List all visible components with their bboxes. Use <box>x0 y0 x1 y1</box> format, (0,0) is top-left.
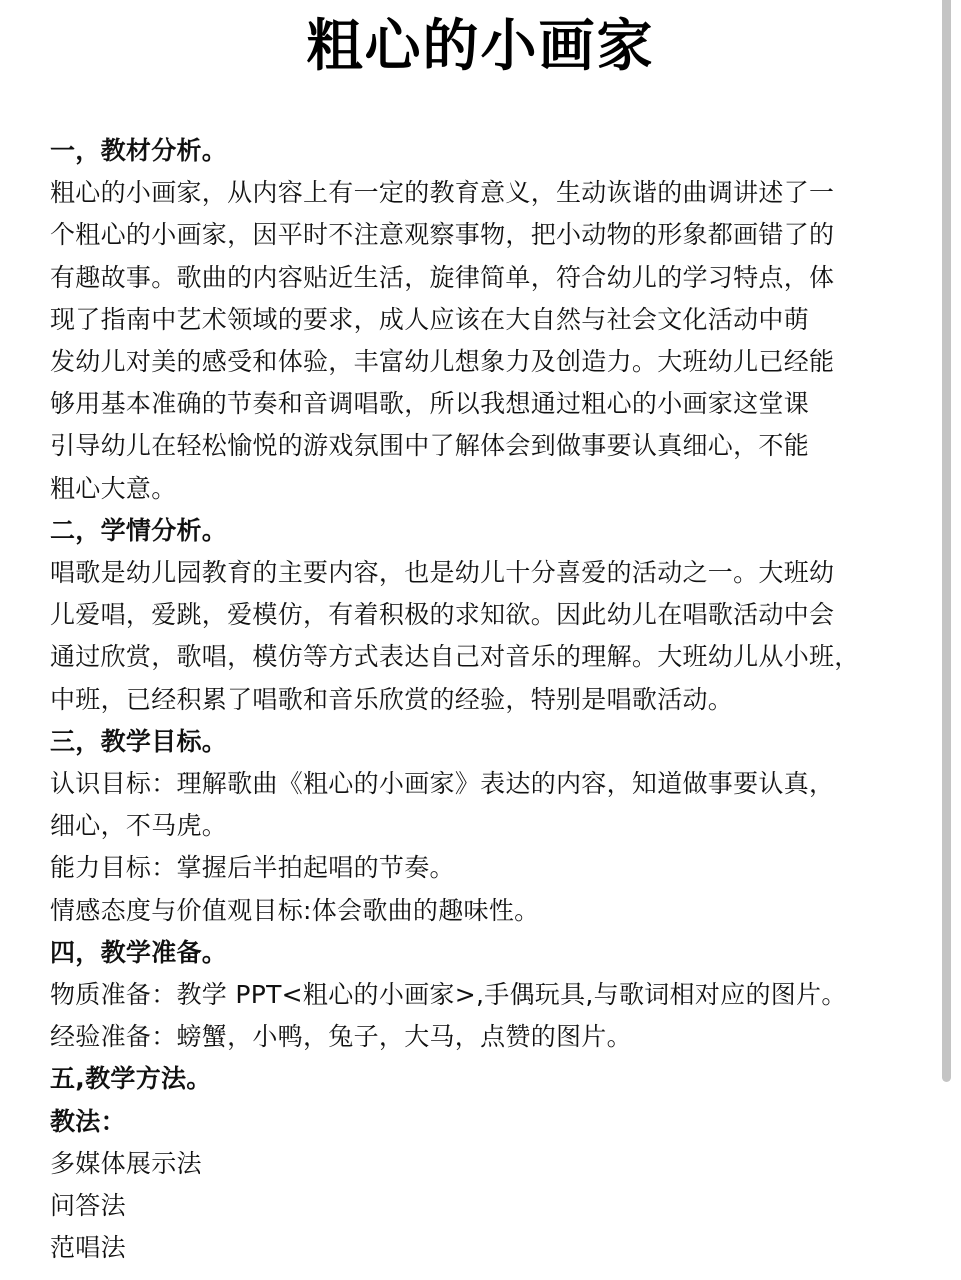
method-item: 多媒体展示法 <box>50 1148 202 1178</box>
paragraph-line: 能力目标：掌握后半拍起唱的节奏。 <box>50 853 455 883</box>
paragraph-line: 细心，不马虎。 <box>50 811 228 841</box>
paragraph-line: 物质准备：教学 PPT<粗心的小画家>,手偶玩具,与歌词相对应的图片。 <box>50 980 847 1010</box>
paragraph-line: 够用基本准确的节奏和音调唱歌，所以我想通过粗心的小画家这堂课 <box>50 389 810 419</box>
section-heading: 五,教学方法。 <box>50 1064 212 1094</box>
subsection-heading: 教法： <box>50 1106 126 1136</box>
paragraph-line: 粗心大意。 <box>50 473 177 503</box>
section-heading: 三，教学目标。 <box>50 726 228 756</box>
paragraph-line: 儿爱唱，爱跳，爱模仿，有着积极的求知欲。因此幼儿在唱歌活动中会 <box>50 600 835 630</box>
paragraph-line: 通过欣赏，歌唱，模仿等方式表达自己对音乐的理解。大班幼儿从小班， <box>50 642 860 672</box>
paragraph-line: 唱歌是幼儿园教育的主要内容，也是幼儿十分喜爱的活动之一。大班幼 <box>50 558 835 588</box>
paragraph-line: 现了指南中艺术领域的要求，成人应该在大自然与社会文化活动中萌 <box>50 304 810 334</box>
paragraph-line: 引导幼儿在轻松愉悦的游戏氛围中了解体会到做事要认真细心，不能 <box>50 431 810 461</box>
section-heading: 一，教材分析。 <box>50 136 228 165</box>
paragraph-line: 中班，已经积累了唱歌和音乐欣赏的经验，特别是唱歌活动。 <box>50 684 734 714</box>
paragraph-line: 情感态度与价值观目标:体会歌曲的趣味性。 <box>50 895 540 925</box>
section-heading: 四，教学准备。 <box>50 937 228 967</box>
method-item: 范唱法 <box>50 1233 126 1263</box>
paragraph-line: 经验准备：螃蟹，小鸭，兔子，大马，点赞的图片。 <box>50 1022 632 1052</box>
method-item: 问答法 <box>50 1191 126 1221</box>
paragraph-line: 发幼儿对美的感受和体验，丰富幼儿想象力及创造力。大班幼儿已经能 <box>50 347 835 377</box>
paragraph-line: 有趣故事。歌曲的内容贴近生活，旋律简单，符合幼儿的学习特点，体 <box>50 262 835 292</box>
document-title: 粗心的小画家 <box>306 14 655 79</box>
paragraph-line: 认识目标：理解歌曲《粗心的小画家》表达的内容，知道做事要认真， <box>50 769 835 799</box>
vertical-scrollbar-thumb[interactable] <box>942 0 951 1082</box>
paragraph-line: 粗心的小画家，从内容上有一定的教育意义，生动诙谐的曲调讲述了一 <box>50 178 835 208</box>
document-body <box>50 130 920 1269</box>
section-heading: 二，学情分析。 <box>50 515 228 545</box>
paragraph-line: 个粗心的小画家，因平时不注意观察事物，把小动物的形象都画错了的 <box>50 220 835 250</box>
